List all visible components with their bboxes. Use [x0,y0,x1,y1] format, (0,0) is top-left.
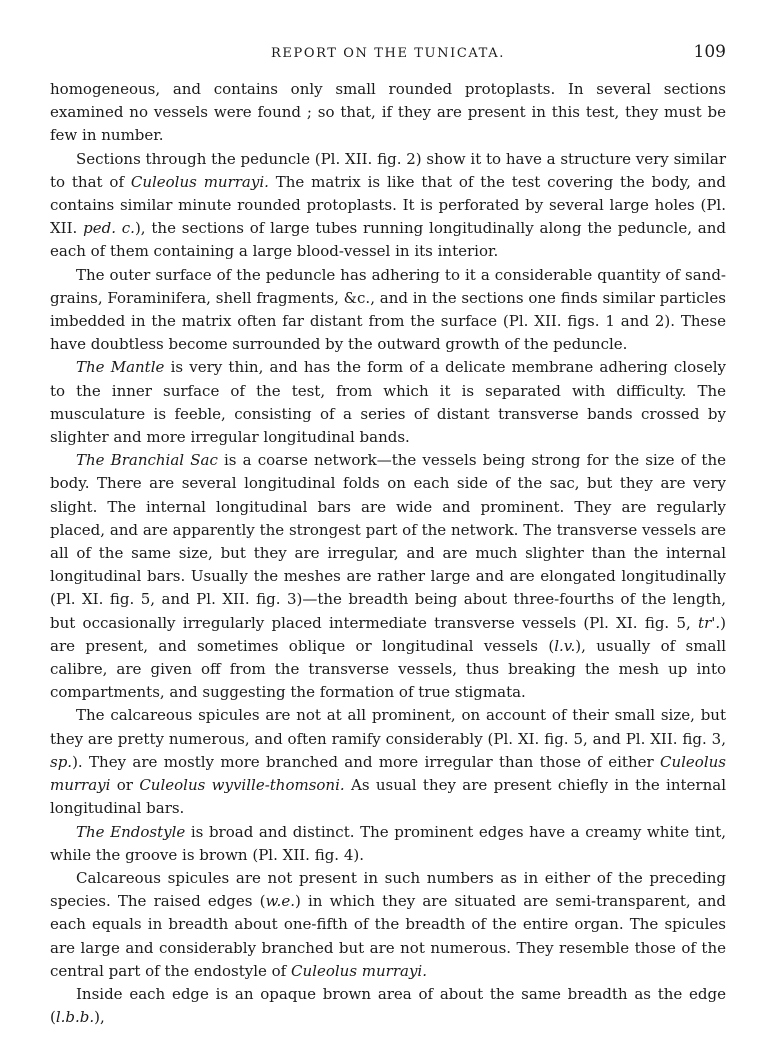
text-segment: The calcareous spicules are not at all prominent, on account of their small size, but they are pretty numerous, and often ramify considerably (Pl. XI. fig. 5, and Pl. XII. fig. 3, [50,706,726,748]
text-segment: ). They are mostly more branched and more irregular than those of either [72,752,660,771]
text-segment: or [110,776,140,795]
figure-label: l.v. [554,636,576,655]
figure-label: ped. c. [83,219,135,238]
text-segment: As usual they are present chiefly in the internal longitudinal bars. [50,776,726,818]
text-segment: Inside each edge is an opaque brown area of about the same breadth as the edge ( [50,984,726,1027]
figure-label: w.e. [265,892,295,911]
figure-label: tr'. [698,613,721,632]
paragraph-7 [50,821,726,867]
paragraph-2 [50,148,726,264]
running-head: REPORT ON THE TUNICATA. [271,46,505,61]
text-segment: Calcareous spicules are not present in such numbers as in either of the preceding species. The raised edges ( [50,868,726,911]
text-segment: is broad and distinct. The prominent edges have a creamy white tint, while the groove is brown (Pl. XII. fig. 4). [50,822,726,864]
body-text [50,78,726,1029]
text-segment: The outer surface of the peduncle has adhering to it a considerable quantity of sand-grains, Foraminifera, shell fragments, &c., and in the sections one finds similar particles imbedded in the matrix often far distant from the surface (Pl. XII. figs. 1 and 2). These have doubtless become surrounded by the outward growth of the peduncle. [50,265,726,354]
paragraph-9 [50,983,726,1029]
species-name: Culeolus wyville-thomsoni. [139,776,345,795]
text-segment: ), usually of small calibre, are given off from the transverse vessels, thus breaking the mesh up into compartments, and suggesting the formation of true stigmata. [50,636,727,702]
figure-label: l.b.b. [55,1008,95,1027]
figure-label: sp. [50,752,73,771]
paragraph-1 [50,78,726,148]
text-segment: homogeneous, and contains only small rounded protoplasts. In several sections examined no vessels were found ; so that, if they are present in this test, they must be few in number. [50,80,726,145]
species-name: Culeolus murrayi. [130,172,269,191]
text-segment: ) are present, and sometimes oblique or longitudinal vessels ( [50,613,726,655]
text-segment: ), the sections of large tubes running longitudinally along the peduncle, and each of them containing a large blood-vessel in its interior. [50,219,726,261]
text-segment: The matrix is like that of the test covering the body, and contains similar minute rounded protoplasts. It is perforated by several large holes (Pl. XII. [50,172,726,238]
text-segment: ) in which they are situated are semi-transparent, and each equals in breadth about one-fifth of the breadth of the entire organ. The spicules are large and considerably branched but are not numerous. They resemble those of the central part of the endostyle of [50,892,726,980]
paragraph-3 [50,264,726,357]
text-segment: Sections through the peduncle (Pl. XII. fig. 2) show it to have a structure very similar to that of [50,149,726,191]
text-segment: is very thin, and has the form of a delicate membrane adhering closely to the inner surface of the test, from which it is separated with difficulty. The musculature is feeble, consisting of a series of distant transverse bands crossed by slighter and more irregular longitudinal bands. [50,358,726,447]
page-header [50,40,726,64]
species-name: Culeolus murrayi [50,752,726,795]
text-segment: is a coarse network—the vessels being strong for the size of the body. There are several longitudinal folds on each side of the sac, but they are very slight. The internal longitudinal bars are wide and prominent. They are regularly placed, and are apparently the strongest part of the network. The transverse vessels are all of the same size, but they are irregular, and are much slighter than the internal longitudinal bars. Usually the meshes are rather large and are elongated longitudinally (Pl. XI. fig. 5, and Pl. XII. fig. 3)—the breadth being about three-fourths of the length, but occasionally irregularly placed intermediate transverse vessels (Pl. XI. fig. 5, [50,451,726,632]
paragraph-8 [50,867,726,983]
document-page [50,40,726,1029]
species-name: Culeolus murrayi. [291,961,427,980]
paragraph-5 [50,449,726,704]
page-number: 109 [693,42,726,62]
section-heading: The Branchial Sac [76,451,218,470]
text-segment: ), [94,1008,105,1027]
section-heading: The Endostyle [76,822,186,841]
section-heading: The Mantle [76,358,165,377]
paragraph-6 [50,704,726,820]
paragraph-4 [50,356,726,449]
